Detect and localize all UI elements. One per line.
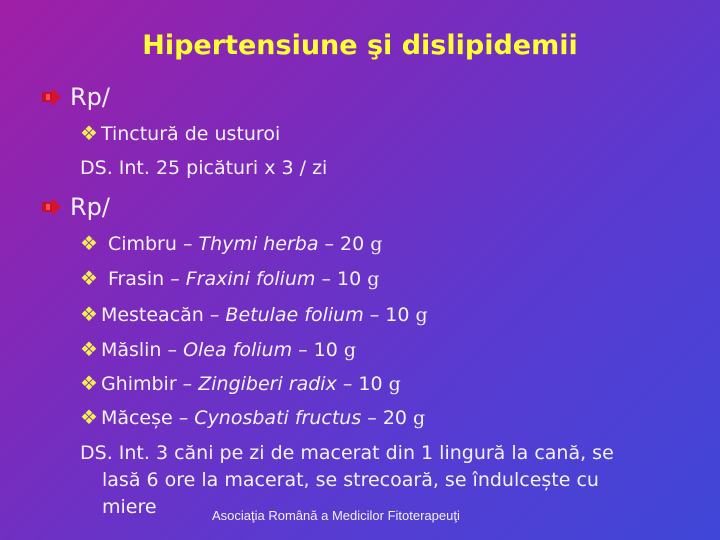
list-item	[80, 371, 401, 395]
dose: – 20	[367, 407, 407, 429]
rp-label: Rp/	[70, 83, 110, 111]
unit: g	[370, 233, 383, 255]
dose: – 20	[324, 233, 365, 255]
plant-name: Ghimbir –	[100, 373, 193, 395]
diamond-clover-icon: ❖	[80, 266, 98, 290]
latin-name: Thymi herba	[198, 233, 319, 255]
unit: g	[343, 339, 357, 361]
diamond-clover-icon: ❖	[80, 121, 98, 145]
list-item	[80, 302, 428, 326]
item-text: Tinctură de usturoi	[100, 123, 281, 145]
red-arrow-icon	[40, 87, 62, 107]
ds-line-2: lasă 6 ore la macerat, se strecoară, se îndulcește cu	[102, 469, 599, 491]
latin-name: Cynosbati fructus	[194, 407, 362, 429]
latin-name: Fraxini folium	[185, 268, 316, 290]
latin-name: Olea folium	[183, 339, 293, 361]
unit: g	[367, 268, 380, 290]
latin-name: Zingiberi radix	[198, 373, 337, 395]
plant-name: Măceșe –	[100, 407, 189, 429]
diamond-clover-icon: ❖	[80, 337, 98, 361]
unit: g	[413, 407, 426, 429]
dose: – 10	[321, 268, 362, 290]
dose: – 10	[298, 339, 338, 361]
list-item	[80, 231, 382, 255]
dose: – 10	[369, 304, 410, 326]
list-item	[80, 266, 379, 290]
diamond-clover-icon: ❖	[80, 405, 98, 429]
dose: – 10	[342, 373, 383, 395]
ds-line	[80, 157, 327, 179]
ds-line-1: DS. Int. 3 căni pe zi de macerat din 1 lingură la cană, se	[80, 442, 614, 464]
red-arrow-icon	[40, 197, 62, 217]
latin-name: Betulae folium	[225, 304, 364, 326]
diamond-clover-icon: ❖	[80, 231, 98, 255]
list-item	[80, 405, 425, 429]
plant-name: Măslin –	[100, 339, 178, 361]
footer-credit: Asociaţia Română a Medicilor Fitoterapeuţi	[212, 508, 460, 523]
diamond-clover-icon: ❖	[80, 302, 98, 326]
list-item	[80, 121, 280, 145]
unit: g	[415, 304, 428, 326]
list-item	[80, 337, 356, 361]
rp-heading-1	[40, 83, 110, 111]
slide-title: Hipertensiune şi dislipidemii	[142, 30, 578, 61]
plant-name: Cimbru –	[107, 233, 193, 255]
unit: g	[388, 373, 401, 395]
plant-name: Frasin –	[107, 268, 180, 290]
plant-name: Mesteacăn –	[100, 304, 220, 326]
ds-line-3: miere	[102, 496, 157, 518]
diamond-clover-icon: ❖	[80, 371, 98, 395]
rp-label: Rp/	[70, 193, 110, 221]
rp-heading-2	[40, 193, 110, 221]
ds-text: DS. Int. 25 picături x 3 / zi	[80, 157, 328, 179]
